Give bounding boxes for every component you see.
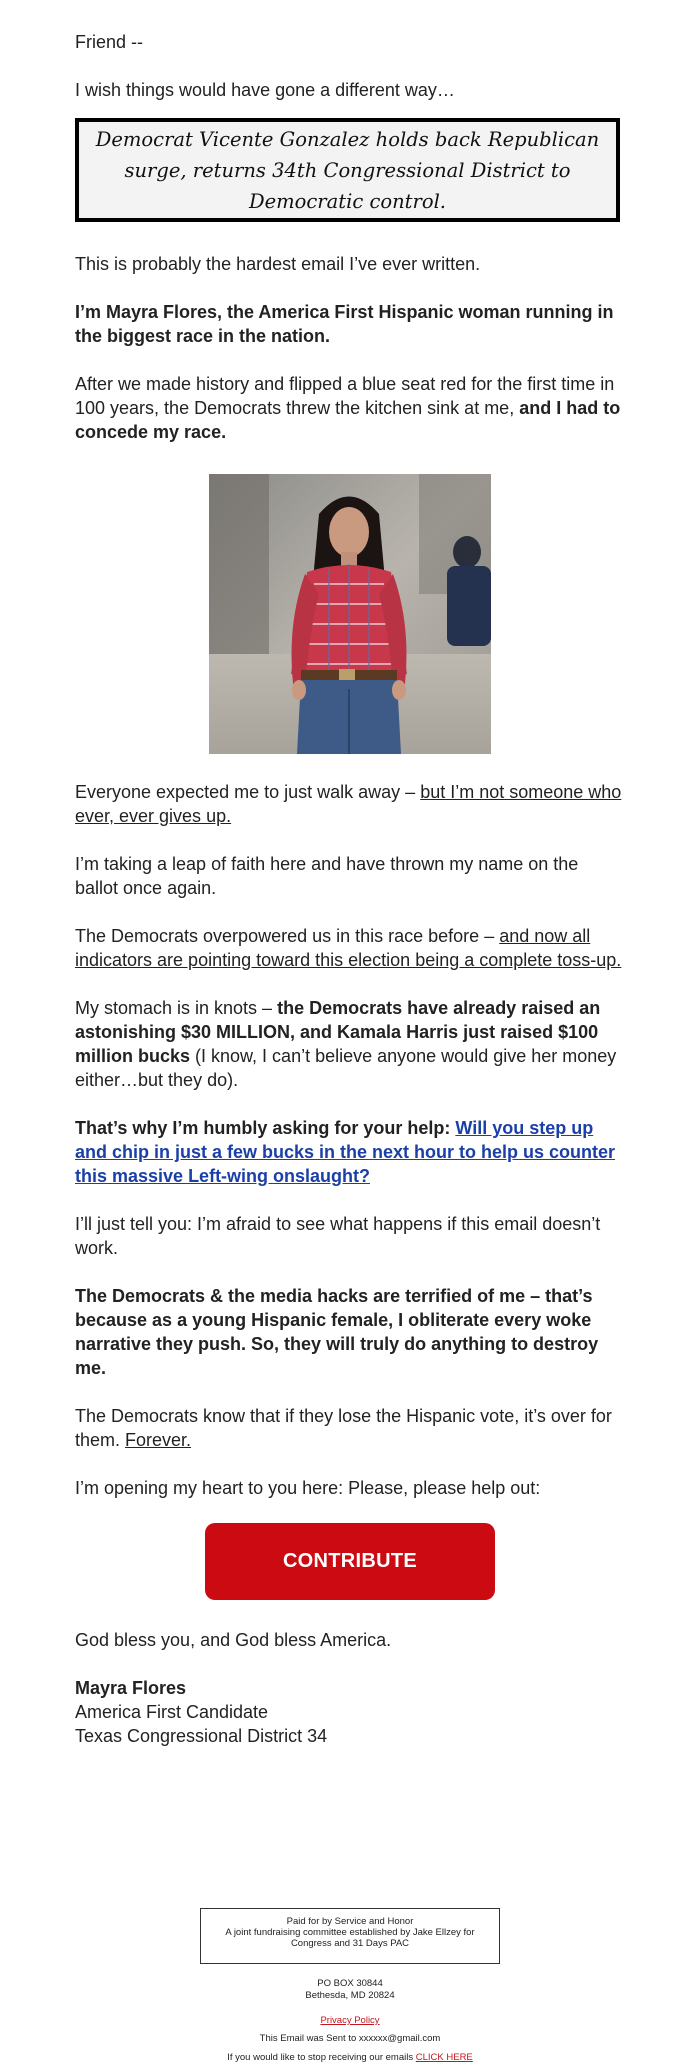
paragraph-help — [75, 1116, 625, 1188]
greeting: Friend -- — [75, 32, 144, 52]
paragraph-leap: I’m taking a leap of faith here and have thrown my name on the ballot once again. — [75, 854, 579, 898]
overpowered-text: The Democrats overpowered us in this race before – — [75, 926, 500, 946]
paragraph-overpowered — [75, 924, 625, 972]
paragraph-hardest: This is probably the hardest email I’ve ever written. — [75, 254, 481, 274]
unsubscribe-text: If you would like to stop receiving our emails — [227, 2052, 416, 2063]
after-history-bold: and I had to concede my race. — [75, 398, 621, 442]
expected-text: Everyone expected me to just walk away – — [75, 782, 421, 802]
expected-underline: but I’m not someone who ever, ever gives up. — [75, 782, 622, 826]
paid-for-box — [200, 1908, 500, 1964]
sent-to-line: This Email was Sent to xxxxxx@gmail.com — [259, 2033, 441, 2044]
address-line-2: Bethesda, MD 20824 — [305, 1990, 395, 2001]
contribute-button[interactable]: CONTRIBUTE — [205, 1523, 495, 1600]
headline-box — [75, 118, 620, 222]
privacy-row — [0, 2015, 700, 2026]
paragraph-expected — [75, 780, 625, 828]
hispanic-text: The Democrats know that if they lose the Hispanic vote, it’s over for them. — [75, 1406, 612, 1450]
stomach-text: My stomach is in knots – — [75, 998, 278, 1018]
paragraph-stomach — [75, 996, 625, 1092]
paragraph-intro-name: I’m Mayra Flores, the America First Hispanic woman running in the biggest race in the nation. — [75, 302, 614, 346]
unsubscribe-link[interactable]: CLICK HERE — [415, 2052, 473, 2063]
committee-line: A joint fundraising committee established by Jake Ellzey for Congress and 31 Days PAC — [225, 1927, 475, 1949]
paid-for-line: Paid for by Service and Honor — [286, 1916, 414, 1927]
stomach-bold: the Democrats have already raised an astonishing $30 MILLION, and Kamala Harris just raised $100 million bucks — [75, 998, 601, 1066]
signature-district: Texas Congressional District 34 — [75, 1726, 328, 1746]
signature-title: America First Candidate — [75, 1702, 269, 1722]
help-bold: That’s why I’m humbly asking for your help: — [75, 1118, 456, 1138]
address-line-1: PO BOX 30844 — [317, 1978, 383, 1989]
after-history-text: After we made history and flipped a blue seat red for the first time in 100 years, the Democrats threw the kitchen sink at me, — [75, 374, 615, 418]
paragraph-terrified: The Democrats & the media hacks are terrified of me – that’s because as a young Hispanic female, I obliterate every woke narrative they push. So, they will truly do anything to destroy me. — [75, 1286, 599, 1378]
candidate-photo — [209, 474, 491, 754]
unsubscribe-row — [0, 2052, 700, 2063]
candidate-photo-illustration — [209, 474, 491, 754]
intro-line: I wish things would have gone a different way… — [75, 80, 455, 100]
stomach-tail: (I know, I can’t believe anyone would give her money either…but they do). — [75, 1046, 617, 1090]
paragraph-bless: God bless you, and God bless America. — [75, 1630, 392, 1650]
headline-text: Democrat Vicente Gonzalez holds back Republican surge, returns 34th Congressional District to Democratic control. — [95, 127, 600, 213]
help-donate-link[interactable]: Will you step up and chip in just a few bucks in the next hour to help us counter this massive Left-wing onslaught? — [75, 1118, 616, 1186]
paragraph-afraid: I’ll just tell you: I’m afraid to see what happens if this email doesn’t work. — [75, 1214, 601, 1258]
hispanic-underline: Forever. — [125, 1430, 192, 1450]
paragraph-hispanic — [75, 1404, 625, 1452]
paragraph-after-history — [75, 372, 625, 444]
privacy-policy-link[interactable]: Privacy Policy — [320, 2015, 380, 2026]
overpowered-underline: and now all indicators are pointing toward this election being a complete toss-up. — [75, 926, 622, 970]
paragraph-opening: I’m opening my heart to you here: Please, please help out: — [75, 1478, 541, 1498]
signature-name: Mayra Flores — [75, 1678, 187, 1698]
